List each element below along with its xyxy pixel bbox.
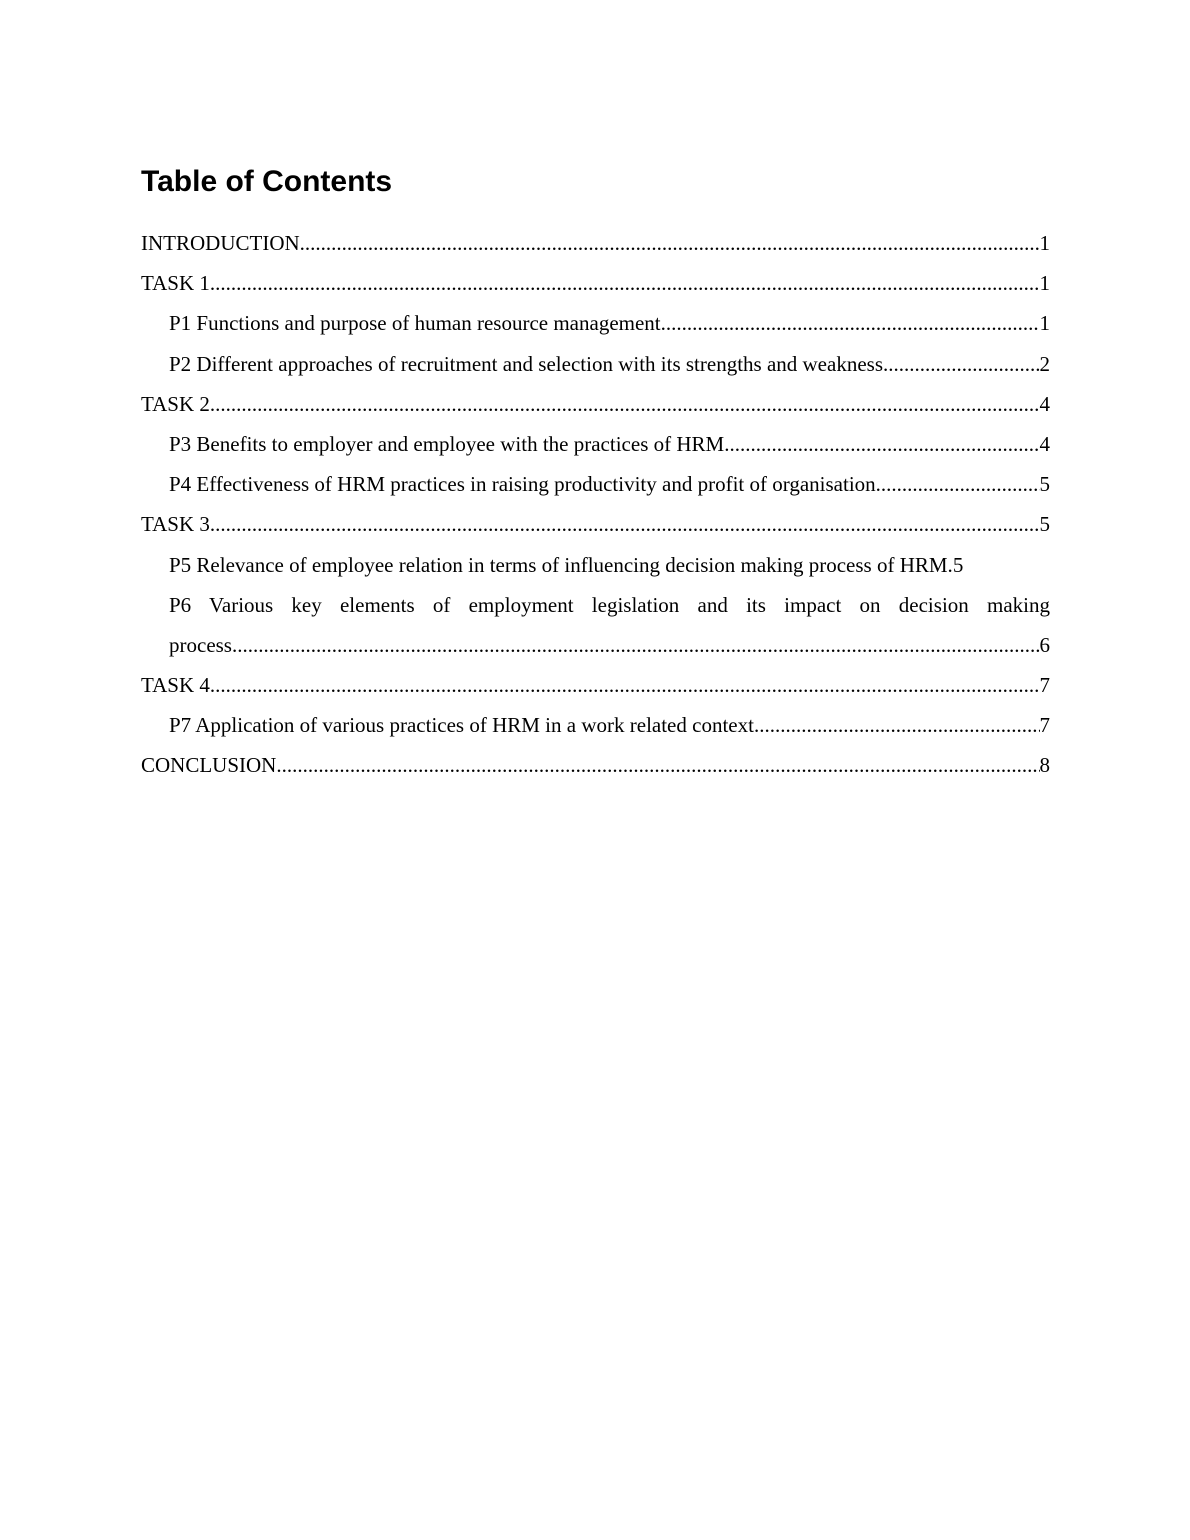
toc-entry-p4[interactable] — [141, 464, 1050, 504]
toc-leader-dots — [210, 263, 1040, 303]
toc-entry-task-1[interactable] — [141, 263, 1050, 303]
toc-leader-dots — [210, 665, 1040, 705]
toc-entry-text: TASK 4 — [141, 673, 210, 698]
toc-page-number: 1 — [1039, 271, 1050, 296]
toc-page-number: 8 — [1039, 753, 1050, 778]
toc-page-number: 2 — [1039, 351, 1050, 376]
toc-page-number: 5 — [1039, 512, 1050, 537]
toc-entry-text: TASK 3 — [141, 512, 210, 537]
toc-entry-p1[interactable] — [141, 303, 1050, 343]
toc-entry-text: TASK 2 — [141, 391, 210, 416]
toc-leader-dots — [210, 504, 1040, 544]
toc-entry-conclusion[interactable] — [141, 745, 1050, 785]
toc-leader-dots — [232, 625, 1040, 665]
toc-leader-dots — [661, 303, 1040, 343]
toc-entry-text: P7 Application of various practices of HRM in a work related context — [169, 713, 754, 738]
toc-entry-p2[interactable] — [141, 344, 1050, 384]
toc-leader-dots — [883, 344, 1040, 384]
toc-leader-dots — [876, 464, 1040, 504]
toc-page-number: 4 — [1039, 431, 1050, 456]
toc-entry-p5[interactable] — [141, 545, 1050, 585]
toc-page-number: 1 — [1039, 311, 1050, 336]
toc-page-number: 1 — [1039, 231, 1050, 255]
toc-page-number: 4 — [1039, 391, 1050, 416]
toc-page-number: 5 — [1039, 472, 1050, 497]
toc-entry-p6[interactable] — [141, 585, 1050, 665]
toc-leader-dots — [300, 223, 1040, 263]
toc-entry-task-3[interactable] — [141, 504, 1050, 544]
toc-entry-text: process — [169, 632, 232, 657]
toc-entry-text: P4 Effectiveness of HRM practices in raising productivity and profit of organisation — [169, 472, 876, 497]
toc-entry-text: INTRODUCTION — [141, 231, 300, 255]
toc-entry-text: CONCLUSION — [141, 753, 277, 778]
toc-entry-introduction[interactable] — [141, 223, 1050, 263]
toc-entry-task-2[interactable] — [141, 384, 1050, 424]
toc-leader-dots — [754, 705, 1040, 745]
toc-page-number: 6 — [1039, 632, 1050, 657]
toc-entry-text: TASK 1 — [141, 271, 210, 296]
toc-entry-text: P2 Different approaches of recruitment and selection with its strengths and weakness — [169, 351, 883, 376]
toc-page-number: 7 — [1039, 713, 1050, 738]
toc-heading: Table of Contents — [141, 165, 393, 198]
toc-leader-dots — [276, 745, 1039, 785]
toc-entry-text: P5 Relevance of employee relation in terms of influencing decision making process of HRM. — [169, 552, 953, 577]
toc-entry-text: P1 Functions and purpose of human resource management — [169, 311, 661, 336]
toc-entry-p7[interactable] — [141, 705, 1050, 745]
toc-list — [141, 223, 1050, 786]
toc-entry-continuation — [169, 625, 1050, 665]
toc-entry-text: P3 Benefits to employer and employee with the practices of HRM — [169, 431, 725, 456]
toc-leader-dots — [724, 424, 1039, 464]
toc-entry-p3[interactable] — [141, 424, 1050, 464]
toc-entry-text: P6 Various key elements of employment legislation and its impact on decision making — [169, 592, 1050, 617]
toc-page-number: 5 — [952, 552, 964, 577]
toc-entry-task-4[interactable] — [141, 665, 1050, 705]
toc-page-number: 7 — [1039, 673, 1050, 698]
toc-leader-dots — [210, 384, 1040, 424]
